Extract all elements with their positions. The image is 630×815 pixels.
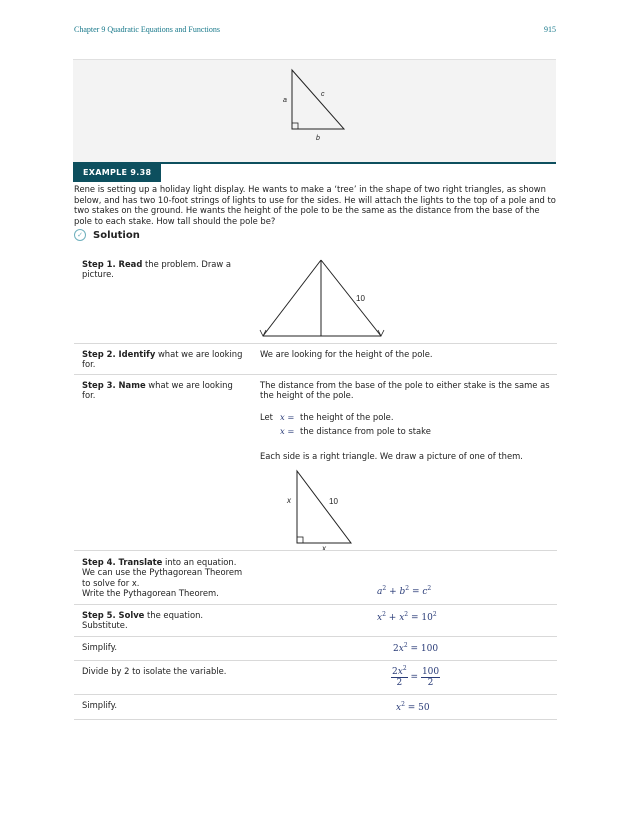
step-1-text: Step 1. Read the problem. Draw a picture. — [82, 259, 232, 280]
solution-heading — [74, 229, 140, 241]
side-a-label: a — [283, 97, 287, 104]
step-5-row — [74, 604, 557, 637]
step-3-text: Step 3. Name what we are looking for. — [82, 380, 233, 401]
page-number: 915 — [544, 25, 556, 34]
side-b-label: b — [316, 135, 320, 142]
let-statement-1: Let x = the height of the pole. — [260, 412, 394, 422]
solution-label: Solution — [93, 230, 140, 241]
substituted-equation: $x^2 + x^2 = 10^2$ — [377, 611, 437, 623]
divided-equation: $\frac{2x^2}{2}$ = $\frac{100}{2}$ — [392, 665, 440, 688]
chapter-header: Chapter 9 Quadratic Equations and Functions — [74, 25, 220, 34]
step-1-row — [74, 250, 557, 342]
step-4-text: Step 4. Translate into an equation. We can use the Pythagorean Theorem to solve for x. Write the Pythagorean Theorem. — [82, 557, 243, 599]
simplify-text-1: Simplify. — [82, 642, 117, 652]
step-3-row: Step 3. Name what we are looking for. The distance from the base of the pole to either stake is the same as the height of the pole. Let x = the height of the pole. x = the distance from pole to stake Each side is a right triangle. We draw a picture of one of them. x 10 x — [74, 374, 557, 551]
step-5-text: Step 5. Solve the equation. Substitute. — [82, 610, 204, 631]
step-4-row — [74, 550, 557, 605]
right-triangle-figure — [73, 60, 556, 164]
simplify-text-2: Simplify. — [82, 700, 117, 710]
example-tag: EXAMPLE 9.38 — [73, 164, 161, 182]
simplify-row-2 — [74, 694, 557, 720]
check-circle-icon: ✓ — [74, 229, 86, 241]
step-2-text: Step 2. Identify what we are looking for. — [82, 349, 243, 370]
simplified-equation-1: $2x^2 = 100$ — [393, 642, 439, 654]
triangle-hypotenuse-label: 10 — [329, 497, 338, 506]
step-3-note: Each side is a right triangle. We draw a picture of one of them. — [260, 451, 523, 461]
simplify-row-1 — [74, 636, 557, 661]
pythagorean-theorem: $a^2 + b^2 = c^2$ — [377, 585, 432, 597]
table-bottom-border — [74, 719, 557, 720]
divide-text: Divide by 2 to isolate the variable. — [82, 666, 227, 676]
example-bar — [73, 162, 556, 182]
triangle-figure-box — [73, 59, 556, 164]
problem-text: Rene is setting up a holiday light display. He wants to make a ‘tree’ in the shape of two right triangles, as shown below, and has two 10-foot strings of lights to use for the sides. He will attach the lights to the top of a pole and to two stakes on the ground. He wants the height of the pole to be the same as the distance from the base of the pole to each stake. How tall should the pole be? — [74, 184, 556, 226]
step-2-answer: We are looking for the height of the pole. — [260, 349, 433, 359]
single-triangle-figure — [284, 465, 374, 551]
triangle-height-label: x — [287, 496, 291, 505]
triangle-base-label: x — [322, 544, 326, 551]
tree-figure — [256, 256, 386, 342]
step-3-explanation: The distance from the base of the pole to either stake is the same as the height of the pole. — [260, 380, 550, 401]
simplified-equation-2: $x^2 = 50$ — [396, 701, 430, 713]
side-c-label: c — [321, 91, 325, 98]
tree-side-length-label: 10 — [356, 294, 365, 303]
step-2-row — [74, 343, 557, 375]
divide-row — [74, 660, 557, 695]
